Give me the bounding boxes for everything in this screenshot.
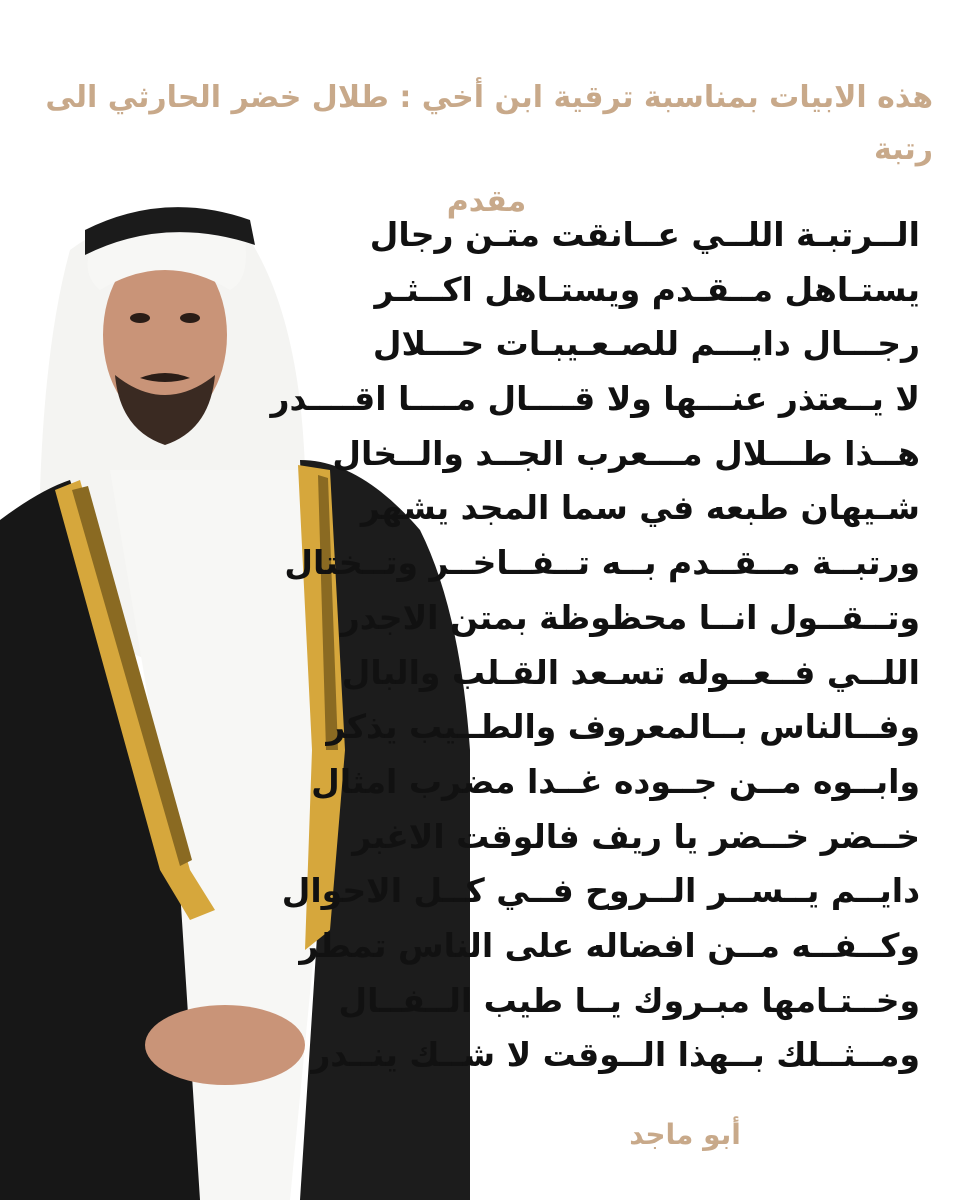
poem-line: وخــتـامها مبـروك يــا طيب الــفــال	[338, 980, 920, 1020]
poem-line: وكــفــه مــن افضاله على الناس تمطر	[299, 925, 920, 965]
poem-line: ورتبــة مــقــدم بــه تــفــاخــر وتــختال	[284, 543, 920, 583]
poem-line: وفــالناس بــالمعروف والطــيب يذكر	[326, 707, 920, 747]
poem-line: يستـاهل مــقـدم ويستـاهل اكــثـر	[374, 269, 920, 309]
poem-line: دايــم يــســر الــروح فــي كــل الاحوال	[281, 871, 920, 911]
poem-line: شـيهان طبعه في سما المجد يشهر	[360, 488, 920, 528]
poem-verses	[270, 208, 940, 1083]
poem-line: خــضر خــضر يا ريف فالوقت الاغبر	[352, 816, 920, 856]
poem-line: وابــوه مــن جــوده غــدا مضرب امثال	[311, 761, 920, 801]
poem-line: رجـــال دايـــم للصـعـيبـات حـــلال	[372, 324, 920, 364]
poem-line: الــرتبـة اللــي عــانقت متـن رجال	[369, 215, 920, 254]
dedication-line-1: هذه الابيات بمناسبة ترقية ابن أخي : طلال خضر الحارثي الى رتبة	[45, 80, 933, 167]
poem-line: اللــي فــعــوله تسـعد القـلب والبال	[341, 652, 920, 692]
poem-line: وتــقــول انــا محظوظة بمتن الاجدر	[340, 597, 920, 637]
dedication-line-2: مقدم	[446, 184, 527, 219]
poem-line: لا يــعتذر عنـــها ولا قــــال مــــا اقــــدر	[270, 379, 920, 419]
poem-line: هــذا طـــلال مـــعرب الجــد والــخال	[332, 433, 920, 473]
poem-line: ومــثــلك بــهذا الــوقت لا شــك ينــدر	[311, 1035, 920, 1075]
poet-signature: أبو ماجد	[629, 1118, 741, 1151]
